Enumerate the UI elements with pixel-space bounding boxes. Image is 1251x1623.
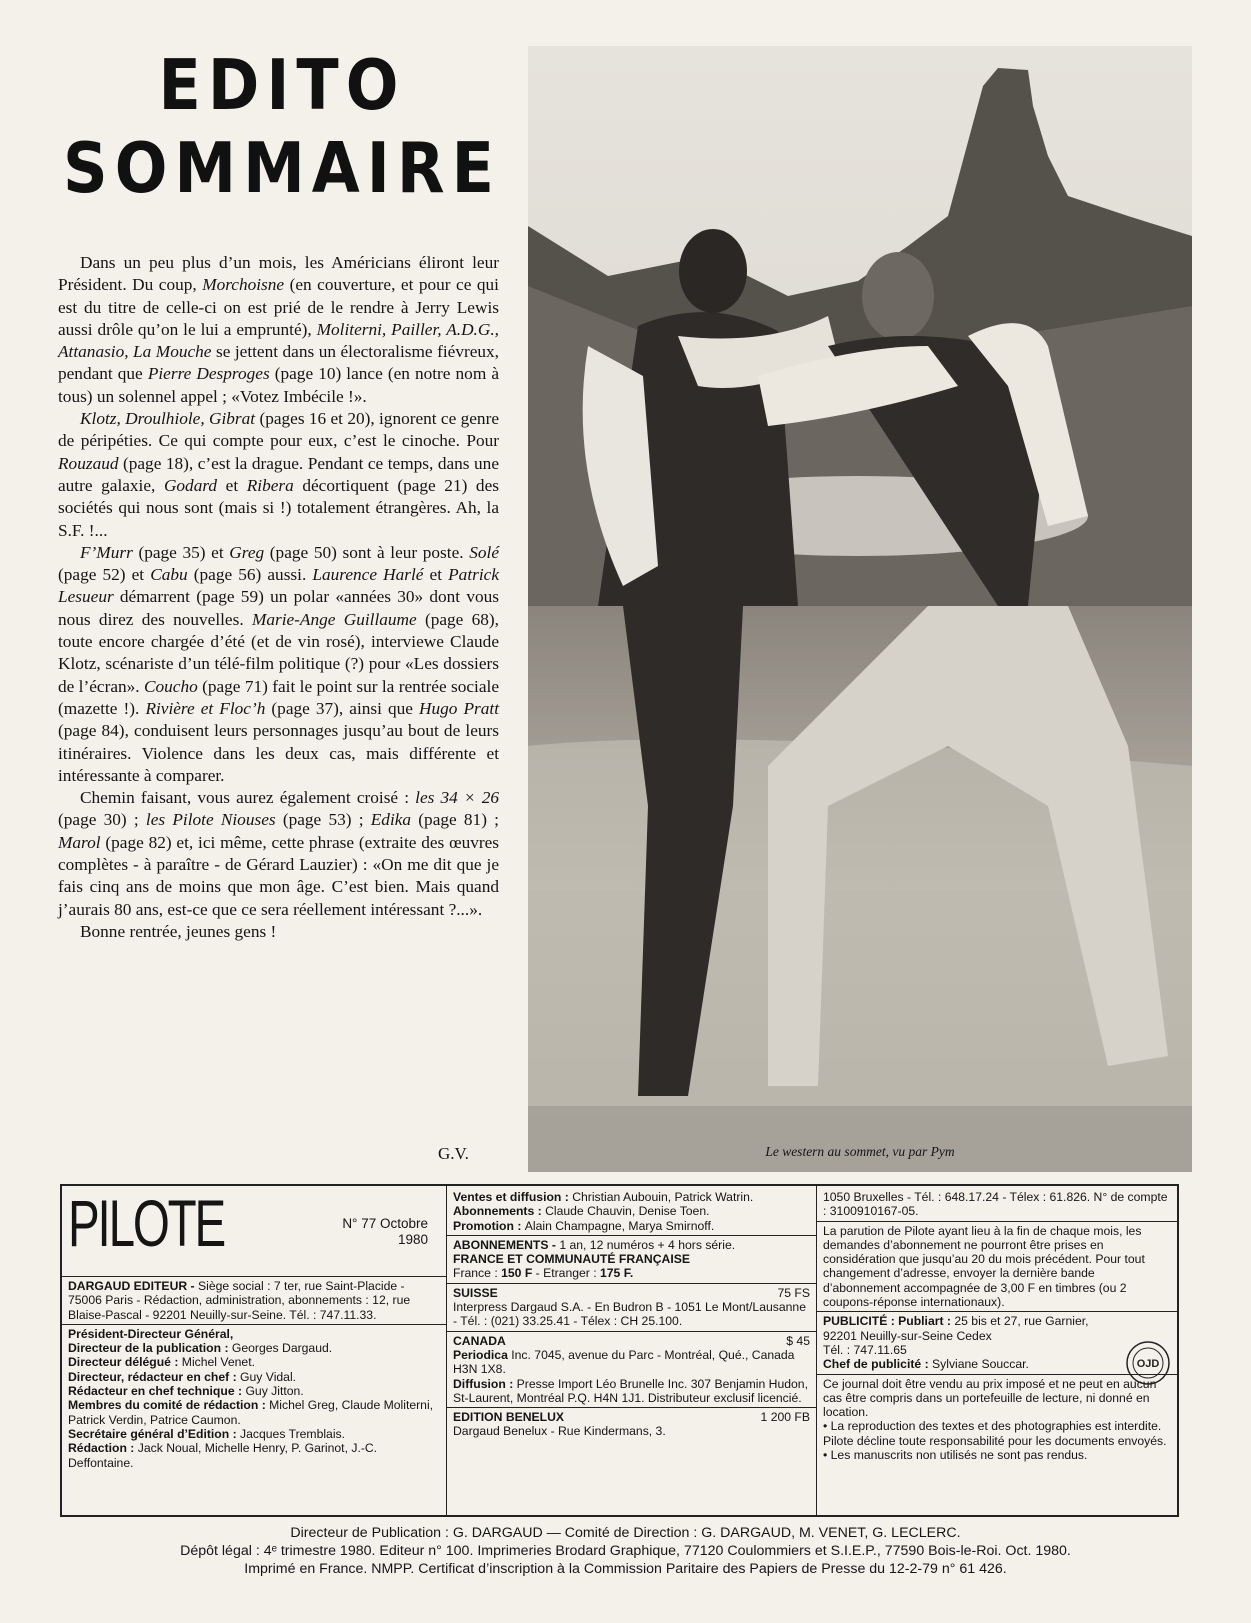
- suisse-label: SUISSE: [453, 1285, 498, 1300]
- benelux-label: EDITION BENELUX: [453, 1410, 565, 1425]
- suisse-price: 75 FS: [777, 1285, 810, 1300]
- masthead-box: [60, 1184, 1179, 1517]
- page-title: [52, 44, 512, 210]
- suisse-text: Interpress Dargaud S.A. - En Budron B - 1051 Le Mont/Lausanne - Tél. : (021) 33.25.41 - Télex : CH 25.100.: [453, 1300, 806, 1329]
- photo-illustration: [528, 46, 1192, 1172]
- editorial-paragraph: F’Murr (page 35) et Greg (page 50) sont à leur poste. Solé (page 52) et Cabu (page 56) aussi. Laurence Harlé et Patrick Lesueur démarrent (page 59) un polar «années 30» dont vous nous direz des nouvelles. Marie-Ange Guillaume (page 68), toute encore chargée d’été (et de vin rosé), interviewe Claude Klotz, scénariste d’un télé-film politique (?) pour «Les dossiers de l’écran». Coucho (page 71) fait le point sur la rentrée sociale (mazette !). Rivière et Floc’h (page 37), ainsi que Hugo Pratt (page 84), conduisent leurs personnages jusqu’au bout de leurs itinéraires. Violence dans les deux cas, mais différente et intéressante à comparer.: [58, 542, 499, 785]
- canada-price: $ 45: [786, 1333, 810, 1348]
- canada-lines: Periodica Inc. 7045, avenue du Parc - Montréal, Qué., Canada H3N 1X8. Diffusion : Presse Import Léo Brunelle Inc. 307 Benjamin Hudon, St-Laurent, Montréal P.Q. H4N 1J1. Distributeur exclusif licencié.: [453, 1347, 808, 1405]
- canada-label: CANADA: [453, 1333, 506, 1348]
- editorial-signature: G.V.: [438, 1144, 469, 1163]
- title-line-sommaire: SOMMAIRE: [63, 126, 501, 209]
- parution-notice: La parution de Pilote ayant lieu à la fin de chaque mois, les demandes d’abonnement ne pourront être prises en considération que jusqu’au 20 du mois précédent. Pour tout changement d’adresse, envoyer la dernière bande d’abonnement accompagnée de 3,00 F en timbres (ou 2 coupons-réponse internationaux).: [823, 1223, 1145, 1310]
- western-photo: [528, 46, 1192, 1172]
- footer-line: Directeur de Publication : G. DARGAUD — Comité de Direction : G. DARGAUD, M. VENET, G. LECLERC.: [290, 1525, 961, 1541]
- pilote-logo: PILOTE: [68, 1186, 225, 1260]
- editorial-paragraph: Klotz, Droulhiole, Gibrat (pages 16 et 20), ignorent ce genre de péripéties. Ce qui compte pour eux, c’est le cinoche. Pour Rouzaud (page 18), c’est la drague. Pendant ce temps, dans une autre galaxie, Godard et Ribera décortiquent (page 21) des sociétés qui nous sont (mais si !) totalement étrangères. Ah, la S.F. !...: [58, 409, 499, 540]
- benelux-price: 1 200 FB: [760, 1410, 810, 1425]
- masthead-col-publisher: [62, 1186, 447, 1515]
- issue-number: N° 77 Octobre: [342, 1216, 428, 1231]
- reproduction-notice: • La reproduction des textes et des photographies est interdite. Pilote décline toute responsabilité pour les documents envoyés. • Les manuscrits non utilisés ne sont pas rendus.: [823, 1419, 1167, 1463]
- editorial-paragraph: Dans un peu plus d’un mois, les Américians éliront leur Président. Du coup, Morchoisne (en couverture, et pour ce qui est du titre de celle-ci on est prié de le rendre à Jerry Lewis aussi drôle qu’on le lui a emprunté), Moliterni, Pailler, A.D.G., Attanasio, La Mouche se jettent dans un électoralisme fiévreux, pendant que Pierre Desproges (page 10) lance (en notre nom à tous) un solennel appel ; «Votez Imbécile !».: [58, 253, 500, 406]
- subscriptions-info: ABONNEMENTS - 1 an, 12 numéros + 4 hors série. FRANCE ET COMMUNAUTÉ FRANÇAISE France : 150 F - Etranger : 175 F.: [453, 1237, 736, 1281]
- footer-line: Imprimé en France. NMPP. Certificat d’inscription à la Commission Paritaire des Papiers de Presse du 12-2-79 n° 61 426.: [244, 1561, 1007, 1577]
- issue-year: 1980: [397, 1232, 428, 1247]
- title-line-edito: EDITO: [158, 44, 406, 126]
- canada-info: [447, 1334, 816, 1405]
- staff-list: Président-Directeur Général, Directeur de la publication : Georges Dargaud. Directeur délégué : Michel Venet. Directeur, rédacteur en chef : Guy Vidal. Rédacteur en chef technique : Guy Jitton. Membres du comité de rédaction : Michel Greg, Claude Moliterni, Patrick Verdin, Patrice Caumon. Secrétaire général d’Edition : Jacques Tremblais. Rédaction : Jack Noual, Michelle Henry, P. Garinot, J.-C. Deffontaine.: [68, 1326, 434, 1470]
- footer-legal: [40, 1524, 1211, 1578]
- ojd-text: OJD: [1136, 1358, 1160, 1370]
- editorial-paragraph: Chemin faisant, vous aurez également croisé : les 34 × 26 (page 30) ; les Pilote Niouses (page 53) ; Edika (page 81) ; Marol (page 82) et, ici même, cette phrase (extraite des œuvres complètes - à paraître - de Gérard Lauzier) : «On me dit que je fais cinq ans de moins que mon âge. C’est bien. Mais quand j’aurais 80 ans, est-ce que ce sera réellement intéressant ?...».: [58, 788, 499, 919]
- suisse-info: [447, 1286, 816, 1329]
- masthead-col-notices: [817, 1186, 1179, 1515]
- benelux-text: Dargaud Benelux - Rue Kindermans, 3.: [453, 1424, 666, 1439]
- benelux-continued: 1050 Bruxelles - Tél. : 648.17.24 - Télex : 61.826. N° de compte : 3100910167-05.: [823, 1190, 1168, 1219]
- footer-line: Dépôt légal : 4ᵉ trimestre 1980. Editeur n° 100. Imprimeries Brodard Graphique, 77120 Coulommiers et S.I.E.P., 77590 Bois-le-Roi. Oct. 1980.: [180, 1543, 1071, 1559]
- editorial-paragraph: Bonne rentrée, jeunes gens !: [80, 921, 277, 941]
- editorial-text: [58, 252, 499, 943]
- ojd-seal-icon: [1125, 1340, 1171, 1386]
- sale-notice: Ce journal doit être vendu au prix imposé et ne peut en aucun cas être compris dans un portefeuille de lecture, ni donné en location.: [823, 1376, 1157, 1420]
- sales-info: Ventes et diffusion : Christian Aubouin, Patrick Watrin. Abonnements : Claude Chauvin, Denise Toen. Promotion : Alain Champagne, Marya Smirnoff.: [453, 1190, 754, 1233]
- photo-caption: Le western au sommet, vu par Pym: [765, 1144, 955, 1159]
- issue-info: [342, 1216, 428, 1248]
- publisher-info: DARGAUD EDITEUR - Siège social : 7 ter, rue Saint-Placide - 75006 Paris - Rédaction, administration, abonnements : 12, rue Blaise-Pascal - 92201 Neuilly-sur-Seine. Tél. : 747.11.33.: [68, 1279, 411, 1322]
- benelux-info: [447, 1410, 816, 1439]
- publicite-info: PUBLICITÉ : Publiart : 25 bis et 27, rue Garnier, 92201 Neuilly-sur-Seine Cedex Tél. : 747.11.65 Chef de publicité : Sylviane Souccar.: [823, 1314, 1089, 1372]
- masthead-col-distribution: [447, 1186, 817, 1515]
